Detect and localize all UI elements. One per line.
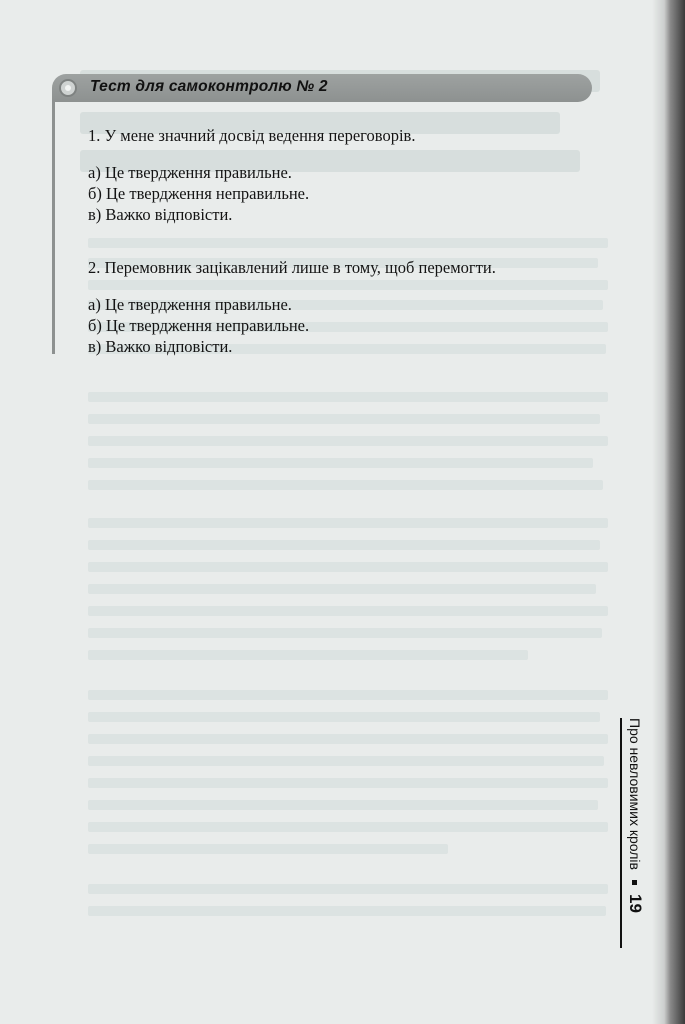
running-title: Про невловимих кролів (627, 718, 643, 870)
question-text: 1. У мене значний досвід ведення переговорів. (88, 126, 416, 145)
answer-option-b: б) Це твердження неправильне. (88, 184, 310, 203)
page-edge-shadow (652, 0, 664, 1024)
question-1 (88, 126, 415, 225)
circle-bullet-icon (59, 79, 77, 97)
test-header-bar (52, 74, 592, 102)
test-title: Тест для самоконтролю № 2 (90, 78, 328, 95)
answer-option-b: б) Це твердження неправильне. (88, 316, 310, 335)
answer-option-a: а) Це твердження правильне. (88, 163, 292, 182)
square-separator-icon (633, 880, 638, 885)
question-2 (88, 258, 496, 357)
footer-rule (620, 718, 622, 948)
answer-option-c: в) Важко відповісти. (88, 337, 233, 356)
question-text: 2. Перемовник зацікавлений лише в тому, щоб перемогти. (88, 258, 496, 277)
book-edge (664, 0, 685, 1024)
test-box-left-rule (52, 100, 55, 354)
running-footer (615, 718, 643, 948)
answer-option-c: в) Важко відповісти. (88, 205, 233, 224)
answer-option-a: а) Це твердження правильне. (88, 295, 292, 314)
page-number: 19 (626, 893, 645, 913)
